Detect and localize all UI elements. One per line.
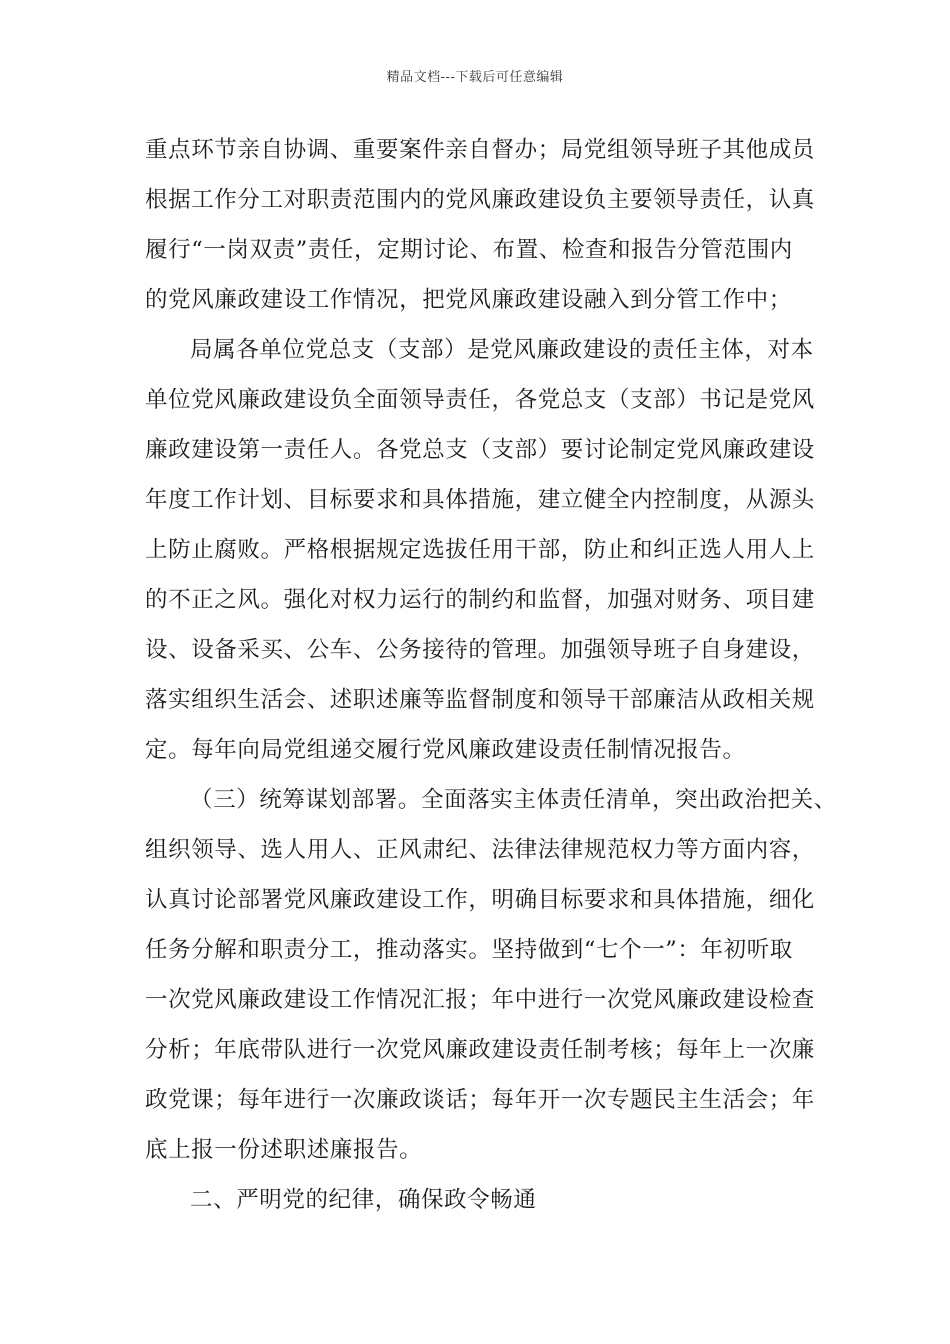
text-line: 定。每年向局党组递交履行党风廉政建设责任制情况报告。	[145, 737, 746, 763]
text-line: 履行“一岗双责”责任，定期讨论、布置、检查和报告分管范围内	[145, 237, 793, 263]
text-line: 的不正之风。强化对权力运行的制约和监督，加强对财务、项目建	[145, 587, 815, 613]
page-header: 精品文档---下载后可任意编辑	[386, 70, 564, 85]
text-line: 组织领导、选人用人、正风肃纪、法律法律规范权力等方面内容，	[145, 837, 815, 863]
paragraph-start: 局属各单位党总支（支部）是党风廉政建设的责任主体，对本	[190, 337, 814, 363]
text-line: 根据工作分工对职责范围内的党风廉政建设负主要领导责任，认真	[145, 187, 815, 213]
text-line: 重点环节亲自协调、重要案件亲自督办；局党组领导班子其他成员	[145, 137, 815, 163]
text-line: 落实组织生活会、述职述廉等监督制度和领导干部廉洁从政相关规	[145, 687, 815, 713]
text-line: 认真讨论部署党风廉政建设工作，明确目标要求和具体措施，细化	[145, 887, 815, 913]
text-line: 的党风廉政建设工作情况，把党风廉政建设融入到分管工作中；	[145, 287, 792, 313]
text-line: 一次党风廉政建设工作情况汇报；年中进行一次党风廉政建设检查	[145, 987, 815, 1013]
text-line: 底上报一份述职述廉报告。	[145, 1137, 423, 1163]
section-3-heading: （三）统筹谋划部署。全面落实主体责任清单，突出政治把关、	[190, 787, 837, 813]
text-line: 任务分解和职责分工，推动落实。坚持做到“七个一”：年初听取	[145, 937, 793, 963]
text-line: 廉政建设第一责任人。各党总支（支部）要讨论制定党风廉政建设	[145, 437, 815, 463]
text-line: 设、设备采买、公车、公务接待的管理。加强领导班子自身建设，	[145, 637, 815, 663]
text-line: 分析；年底带队进行一次党风廉政建设责任制考核；每年上一次廉	[145, 1037, 815, 1063]
text-line: 单位党风廉政建设负全面领导责任，各党总支（支部）书记是党风	[145, 387, 815, 413]
text-line: 年度工作计划、目标要求和具体措施，建立健全内控制度，从源头	[145, 487, 815, 513]
section-2-heading: 二、严明党的纪律，确保政令畅通	[190, 1187, 537, 1213]
text-line: 政党课；每年进行一次廉政谈话；每年开一次专题民主生活会；年	[145, 1087, 815, 1113]
text-line: 上防止腐败。严格根据规定选拔任用干部，防止和纠正选人用人上	[145, 537, 815, 563]
